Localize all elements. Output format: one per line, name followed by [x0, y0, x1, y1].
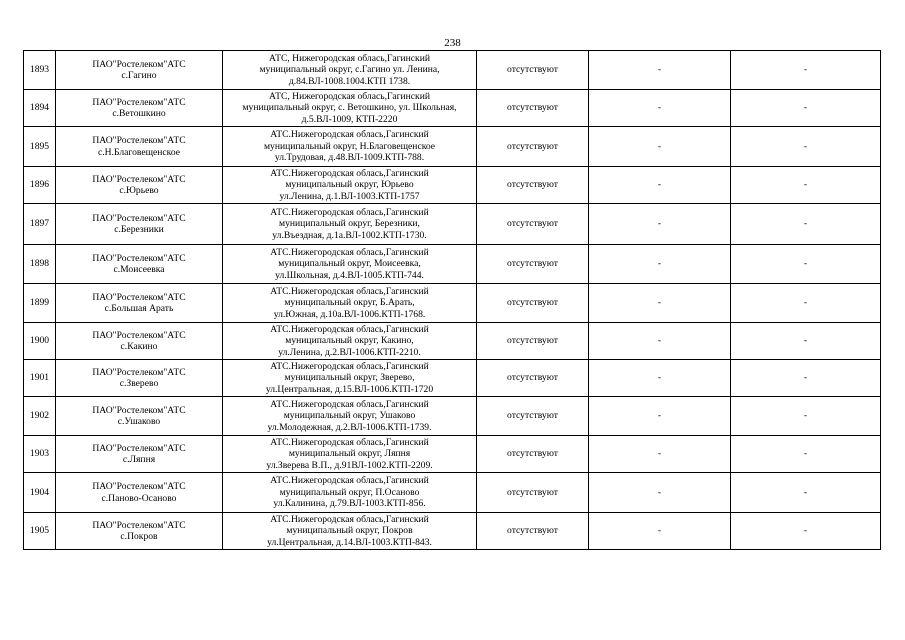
dash-cell-2: - [731, 513, 881, 550]
address-cell-line: ул.Молодежная, д.2.ВЛ-1006.КТП-1739. [267, 421, 432, 433]
registry-table-body [24, 51, 881, 550]
owner-cell [56, 360, 223, 397]
row-number-cell: 1897 [24, 204, 56, 245]
table-row [24, 90, 881, 127]
address-cell-line: д.5.ВЛ-1009, КТП-2220 [301, 113, 398, 125]
owner-cell-line: с.Ветошкино [112, 108, 166, 119]
address-cell [223, 167, 477, 204]
owner-cell [56, 167, 223, 204]
owner-cell-line: ПАО"Ростелеком"АТС [92, 252, 186, 264]
status-cell: отсутствуют [477, 360, 589, 397]
dash-cell-1: - [589, 51, 731, 90]
dash-cell-1: - [589, 127, 731, 167]
dash-cell-2: - [731, 204, 881, 245]
dash-cell-2: - [731, 397, 881, 436]
table-row [24, 473, 881, 513]
owner-cell-line: ПАО"Ростелеком"АТС [92, 58, 186, 70]
address-cell [223, 90, 477, 127]
owner-cell-line: ПАО"Ростелеком"АТС [92, 442, 186, 454]
owner-cell [56, 204, 223, 245]
dash-cell-2: - [731, 323, 881, 360]
address-cell-line: ул.Школьная, д.4.ВЛ-1005.КТП-744. [275, 269, 424, 281]
address-cell-line: ул.Южная, д.10а.ВЛ-1006.КТП-1768. [273, 308, 426, 320]
address-cell-line: муниципальный округ, с. Ветошкино, ул. Школьная, [242, 102, 457, 114]
dash-cell-2: - [731, 436, 881, 473]
row-number-cell: 1903 [24, 436, 56, 473]
owner-cell-line: с.Моисеевка [113, 264, 165, 275]
address-cell-line: муниципальный округ, Юрьево [285, 179, 414, 191]
address-cell-line: АТС.Нижегородская облась,Гагинский [270, 129, 429, 141]
row-number-cell: 1902 [24, 397, 56, 436]
dash-cell-2: - [731, 127, 881, 167]
address-cell-line: муниципальный округ, Зверево, [284, 372, 415, 384]
owner-cell-line: с.Н.Благовещенское [97, 146, 181, 158]
address-cell-line: ул.Центральная, д.15.ВЛ-1006.КТП-1720 [265, 383, 434, 395]
owner-cell-line: ПАО"Ростелеком"АТС [92, 96, 186, 108]
owner-cell [56, 127, 223, 167]
row-number-cell: 1898 [24, 245, 56, 284]
status-cell: отсутствуют [477, 245, 589, 284]
address-cell-line: ул.Трудовая, д.48.ВЛ-1009.КТП-788. [274, 152, 425, 164]
address-cell-line: ул.Ленина, д.2.ВЛ-1006.КТП-2210. [278, 346, 421, 358]
row-number-cell: 1893 [24, 51, 56, 90]
status-cell: отсутствуют [477, 167, 589, 204]
address-cell [223, 473, 477, 513]
owner-cell-line: ПАО"Ростелеком"АТС [92, 481, 186, 492]
address-cell [223, 245, 477, 284]
row-number-cell: 1896 [24, 167, 56, 204]
address-cell-line: АТС.Нижегородская облась,Гагинский [270, 398, 429, 410]
address-cell-line: ул.Центральная, д.14.ВЛ-1003.КТП-843. [267, 536, 432, 548]
dash-cell-1: - [589, 473, 731, 513]
page-number: 238 [444, 37, 461, 49]
owner-cell-line: ПАО"Ростелеком"АТС [92, 135, 186, 146]
dash-cell-1: - [589, 204, 731, 245]
dash-cell-1: - [589, 284, 731, 323]
owner-cell-line: с.Юрьево [119, 185, 159, 196]
dash-cell-2: - [731, 473, 881, 513]
owner-cell [56, 245, 223, 284]
address-cell [223, 204, 477, 245]
owner-cell-line: ПАО"Ростелеком"АТС [92, 329, 186, 341]
table-row [24, 245, 881, 284]
owner-cell-line: с.Ушаково [117, 416, 161, 427]
owner-cell [56, 513, 223, 550]
table-row [24, 360, 881, 397]
address-cell [223, 51, 477, 90]
owner-cell [56, 397, 223, 436]
address-cell [223, 360, 477, 397]
row-number-cell: 1900 [24, 323, 56, 360]
owner-cell-line: с.Паново-Осаново [101, 492, 177, 504]
table-row [24, 204, 881, 245]
row-number-cell: 1904 [24, 473, 56, 513]
owner-cell [56, 51, 223, 90]
address-cell-line: АТС.Нижегородская облась,Гагинский [270, 206, 429, 218]
address-cell-line: муниципальный округ, Ушаково [283, 410, 416, 422]
address-cell-line: АТС.Нижегородская облась,Гагинский [270, 246, 429, 258]
address-cell-line: АТС, Нижегородская облась,Гагинский [269, 90, 430, 102]
dash-cell-1: - [589, 397, 731, 436]
dash-cell-1: - [589, 90, 731, 127]
status-cell: отсутствуют [477, 284, 589, 323]
address-cell-line: АТС, Нижегородская облась,Гагинский [269, 52, 430, 64]
address-cell-line: муниципальный округ, Ляпня [288, 448, 411, 460]
dash-cell-1: - [589, 436, 731, 473]
address-cell [223, 323, 477, 360]
row-number-cell: 1894 [24, 90, 56, 127]
address-cell [223, 397, 477, 436]
status-cell: отсутствуют [477, 436, 589, 473]
table-row [24, 397, 881, 436]
address-cell-line: д.84.ВЛ-1008.1004.КТП 1738. [288, 75, 411, 87]
row-number-cell: 1899 [24, 284, 56, 323]
dash-cell-2: - [731, 360, 881, 397]
address-cell-line: ул.Калинина, д.79.ВЛ-1003.КТП-856. [273, 498, 426, 510]
address-cell-line: АТС.Нижегородская облась,Гагинский [270, 285, 429, 297]
table-row [24, 323, 881, 360]
owner-cell-line: с.Гагино [121, 70, 157, 81]
dash-cell-2: - [731, 245, 881, 284]
address-cell-line: ул.Зверева В.П., д.91ВЛ-1002.КТП-2209. [266, 459, 433, 471]
status-cell: отсутствуют [477, 473, 589, 513]
dash-cell-1: - [589, 167, 731, 204]
address-cell [223, 436, 477, 473]
owner-cell-line: с.Покров [120, 531, 158, 542]
address-cell-line: АТС.Нижегородская облась,Гагинский [270, 323, 429, 335]
status-cell: отсутствуют [477, 204, 589, 245]
owner-cell-line: ПАО"Ростелеком"АТС [92, 366, 186, 378]
status-cell: отсутствуют [477, 90, 589, 127]
dash-cell-1: - [589, 323, 731, 360]
owner-cell [56, 473, 223, 513]
owner-cell-line: ПАО"Ростелеком"АТС [92, 173, 186, 185]
owner-cell-line: ПАО"Ростелеком"АТС [92, 291, 186, 303]
address-cell [223, 513, 477, 550]
address-cell-line: муниципальный округ, П.Осаново [279, 486, 420, 498]
address-cell-line: муниципальный округ, Моисеевка, [278, 258, 421, 270]
address-cell-line: муниципальный округ, Б.Арать, [284, 297, 415, 309]
address-cell-line: муниципальный округ, Покров [286, 525, 413, 537]
owner-cell-line: с.Ляпня [122, 454, 156, 465]
dash-cell-1: - [589, 513, 731, 550]
address-cell-line: ул.Въездная, д.1а.ВЛ-1002.КТП-1730. [272, 229, 427, 241]
address-cell-line: АТС.Нижегородская облась,Гагинский [270, 475, 429, 487]
dash-cell-1: - [589, 245, 731, 284]
row-number-cell: 1905 [24, 513, 56, 550]
status-cell: отсутствуют [477, 51, 589, 90]
address-cell-line: АТС.Нижегородская облась,Гагинский [270, 513, 429, 525]
dash-cell-2: - [731, 51, 881, 90]
address-cell-line: АТС.Нижегородская облась,Гагинский [270, 360, 429, 372]
address-cell-line: ул.Ленина, д.1.ВЛ-1003.КТП-1757 [279, 190, 420, 202]
dash-cell-1: - [589, 360, 731, 397]
table-row [24, 513, 881, 550]
dash-cell-2: - [731, 167, 881, 204]
address-cell-line: АТС.Нижегородская облась,Гагинский [270, 167, 429, 179]
address-cell-line: АТС.Нижегородская облась,Гагинский [270, 436, 429, 448]
table-row [24, 51, 881, 90]
table-row [24, 284, 881, 323]
address-cell [223, 284, 477, 323]
table-row [24, 127, 881, 167]
owner-cell-line: ПАО"Ростелеком"АТС [92, 212, 186, 224]
address-cell-line: муниципальный округ, Какино, [285, 335, 414, 347]
owner-cell [56, 284, 223, 323]
owner-cell-line: с.Какино [120, 341, 158, 352]
owner-cell [56, 436, 223, 473]
status-cell: отсутствуют [477, 323, 589, 360]
registry-table [23, 50, 881, 550]
address-cell-line: муниципальный округ, с.Гагино ул. Ленина, [259, 64, 440, 76]
row-number-cell: 1901 [24, 360, 56, 397]
owner-cell-line: с.Зверево [119, 378, 159, 389]
address-cell [223, 127, 477, 167]
dash-cell-2: - [731, 90, 881, 127]
status-cell: отсутствуют [477, 397, 589, 436]
status-cell: отсутствуют [477, 127, 589, 167]
row-number-cell: 1895 [24, 127, 56, 167]
owner-cell-line: ПАО"Ростелеком"АТС [92, 519, 186, 531]
address-cell-line: муниципальный округ, Н.Благовещенское [263, 140, 436, 152]
owner-cell-line: с.Березники [114, 224, 164, 235]
dash-cell-2: - [731, 284, 881, 323]
owner-cell [56, 90, 223, 127]
table-row [24, 436, 881, 473]
owner-cell-line: ПАО"Ростелеком"АТС [92, 404, 186, 416]
owner-cell-line: с.Большая Арать [104, 303, 174, 314]
address-cell-line: муниципальный округ, Березники, [279, 218, 420, 230]
status-cell: отсутствуют [477, 513, 589, 550]
table-row [24, 167, 881, 204]
owner-cell [56, 323, 223, 360]
